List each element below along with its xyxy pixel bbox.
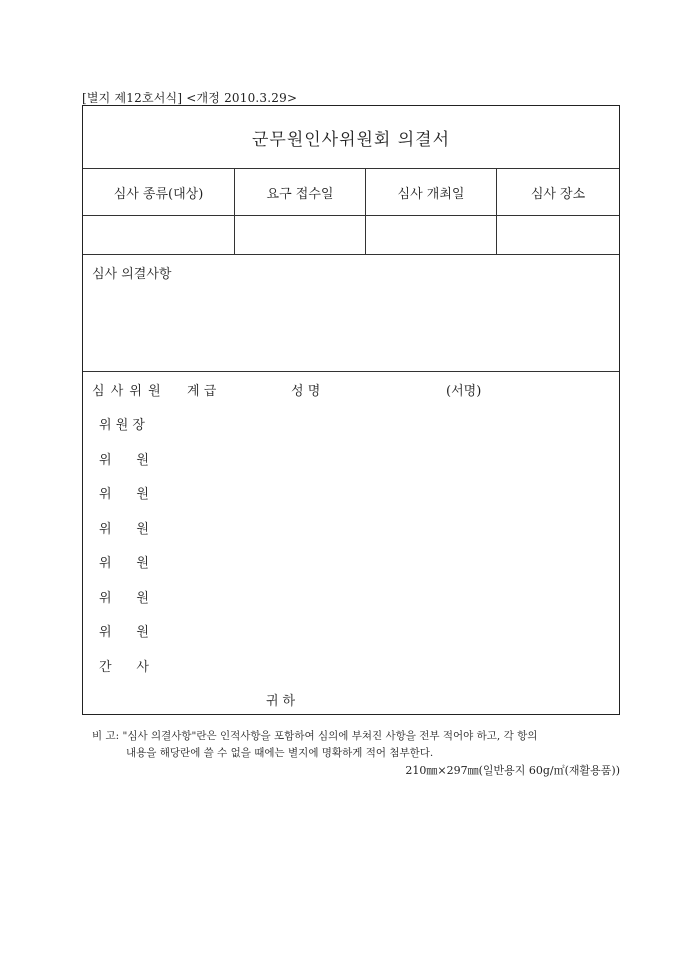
title-row — [83, 106, 619, 169]
footnote-line-2: 내용을 해당란에 쓸 수 없을 때에는 별지에 명확하게 적어 첨부한다. — [126, 747, 434, 759]
committee-header: 심 사 위 원 — [92, 384, 162, 399]
closing-addressee: 귀하 — [266, 694, 300, 709]
footnote-line-1: 비 고: "심사 의결사항"란은 인적사항을 포함하여 심의에 부쳐진 사항을 전부 적어야 하고, 각 항의 — [92, 730, 538, 742]
column-header-row — [83, 169, 619, 216]
col-review-place: 심사 장소 — [530, 186, 586, 202]
rank-header: 계 급 — [187, 384, 217, 399]
form-title: 군무원인사위원회 의결서 — [251, 129, 451, 150]
member-chair: 위 원 장 — [99, 418, 145, 433]
review-type-field[interactable] — [83, 216, 235, 254]
member-3: 위 원 — [99, 522, 149, 537]
committee-members-section — [83, 372, 619, 716]
col-meeting-date: 심사 개최일 — [366, 169, 497, 215]
resolution-form — [82, 105, 620, 715]
review-place-field[interactable] — [497, 216, 619, 254]
request-date-field[interactable] — [235, 216, 366, 254]
resolution-section[interactable] — [83, 255, 619, 372]
name-header: 성 명 — [291, 384, 321, 399]
member-1: 위 원 — [99, 453, 149, 468]
secretary: 간 사 — [99, 660, 149, 675]
entry-row — [83, 216, 619, 255]
form-reference-note: [별지 제12호서식] <개정 2010.3.29> — [82, 91, 298, 105]
member-4: 위 원 — [99, 556, 149, 571]
paper-spec: 210㎜×297㎜(일반용지 60g/㎡(재활용품)) — [405, 764, 620, 777]
member-2: 위 원 — [99, 487, 149, 502]
signature-header: (서명) — [446, 384, 482, 399]
meeting-date-field[interactable] — [366, 216, 497, 254]
member-6: 위 원 — [99, 625, 149, 640]
resolution-label: 심사 의결사항 — [92, 267, 172, 282]
col-request-date: 요구 접수일 — [235, 169, 366, 215]
col-review-type: 심사 종류(대상) — [83, 169, 235, 215]
member-5: 위 원 — [99, 591, 149, 606]
